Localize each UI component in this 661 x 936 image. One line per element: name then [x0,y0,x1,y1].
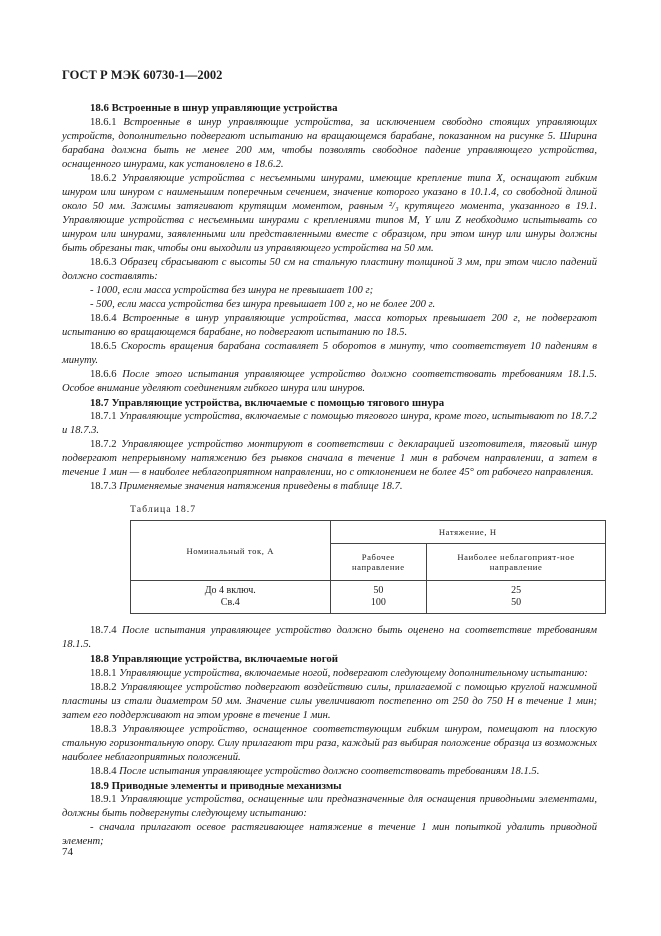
section-heading [62,652,597,667]
clause-number: 18.7.1 [90,411,117,422]
page-content [62,101,597,849]
paragraph [62,681,597,723]
clause-text: Управляющие устройства с несъемными шнурами, имеющие крепление типа X, оснащают гибким шнуром или шнуром с наименьшим поперечным сечением, значение которого указано в 10.1.4, со свободной длиной около 50 мм. Зажимы затягивают крутящим моментом, равным ²/₃ крутящего момента, указанного в 19.1. Управляющие устройства с несъемными шнурами с креплениями типов M, Y или Z необходимо испытывать со шнуром или шнурами, заявленными или представленными вместе с образцом, при этом шнур или шнуры должны быть обрезаны так, чтобы они выходили из управляющего устройства на 50 мм. [62,172,597,254]
clause-text: Управляющее устройство подвергают воздействию силы, прилагаемой с помощью круглой нажимной пластины из стали диаметром 50 мм. Значение силы увеличивают постепенно от 250 до 750 Н в течение 1 мин; затем его поддерживают на этом уровне в течение 1 мин. [62,681,597,721]
paragraph [62,116,597,172]
paragraph [62,667,597,681]
clause-text: Управляющие устройства, оснащенные или предназначенные для оснащения приводными элементами, должны быть подвергнуты следующему испытанию: [62,794,598,819]
clause-text: - 1000, если масса устройства без шнура не превышает 100 г; [90,284,374,296]
table-cell-value: 50 [373,585,384,596]
clause-text: Управляющее устройство, оснащенное соответствующим гибким шнуром, помещают на плоскую стальную горизонтальную опору. Силу прилагают три раза, каждый раз выбирая положение образца из возможных наиболее неблагоприятных положений. [62,723,597,763]
clause-number: 18.8.3 [90,723,117,735]
table-cell-value: 25 [511,585,522,596]
paragraph [62,284,597,298]
clause-number: 18.7 [90,396,109,409]
clause-number: 18.8 [90,653,109,665]
clause-number: 18.6.4 [90,312,117,324]
paragraph [62,821,597,849]
table-cell [131,581,331,614]
table-caption: Таблица 18.7 [130,504,197,515]
table-cell-value: До 4 включ. [204,585,256,596]
clause-text: Управляющие устройства, включаемые с помощью тягового шнура [111,396,445,409]
table-cell-value: 100 [370,597,386,608]
table-cell-value: Св.4 [220,597,240,608]
paragraph [62,723,597,765]
paragraph [62,172,597,256]
clause-number: 18.7.2 [90,439,117,450]
clause-text: Встроенные в шнур управляющие устройства, масса которых превышает 200 г, не подвергают испытанию во вращающемся барабане, но подвергают испытанию по 18.5. [62,312,597,338]
clause-text: Встроенные в шнур управляющие устройства [111,102,338,114]
clause-number: 18.6.2 [90,172,117,184]
clause-text: После испытания управляющее устройство должно быть оценено на соответствие требованиям 18.1.5. [62,625,597,650]
clause-number: 18.7.4 [90,625,117,636]
clause-text: Скорость вращения барабана составляет 5 оборотов в минуту, что соответствует 10 падениям в минуту. [62,340,597,366]
clause-text: Приводные элементы и приводные механизмы [111,779,342,792]
section-heading [62,396,597,411]
paragraph [62,480,597,494]
clause-number: 18.6.1 [90,116,117,128]
section-heading [62,101,597,116]
section-heading [62,779,597,794]
clause-number: 18.8.1 [90,667,117,679]
clause-number: 18.9 [90,779,109,792]
clause-text: Управляющее устройство монтируют в соответствии с декларацией изготовителя, тяговый шнур подвергают непрерывному натяжению без рывков сначала в течение 1 мин в рабочем направлении, а затем в течение 1 мин — в наиболее неблагоприятном направлении, но с отклонением не более 45° от рабочего направления. [62,439,597,478]
table-header-group: Натяжение, Н [330,521,606,544]
clause-text: Образец сбрасывают с высоты 50 см на стальную пластину толщиной 3 мм, при этом число падений должно составлять: [62,256,597,282]
clause-text: - сначала прилагают осевое растягивающее натяжение в течение 1 мин попыткой удалить приводной элемент; [62,822,597,847]
clause-number: 18.8.4 [90,765,117,777]
clause-text: Применяемые значения натяжения приведены в таблице 18.7. [119,481,403,492]
clause-number: 18.6.6 [90,368,117,380]
paragraph [62,410,597,438]
clause-text: Управляющие устройства, включаемые ногой [111,653,338,665]
paragraph [62,624,597,652]
clause-text: После этого испытания управляющее устройство должно соответствовать требованиям 18.1.5. Особое внимание уделяют соединениям гибкого шнура или шнуров. [62,368,598,394]
paragraph [62,340,597,368]
table-cell [330,581,427,614]
paragraph [62,368,597,396]
table-header-working: Рабочее направление [330,544,427,581]
clause-number: 18.6 [90,102,109,114]
clause-number: 18.6.3 [90,256,117,268]
table-header-current: Номинальный ток, А [131,521,331,581]
clause-number: 18.8.2 [90,681,117,693]
clause-text: - 500, если масса устройства без шнура превышает 100 г, но не более 200 г. [90,298,436,310]
paragraph [62,298,597,312]
paragraph [62,256,597,284]
clause-text: Встроенные в шнур управляющие устройства, за исключением свободно стоящих управляющих устройств, дополнительно подвергают испытанию на вращающемся барабане, показанном на рисунке 5. Ширина барабана должна быть не менее 200 мм, чтобы позволять свободное падение управляющего устройства, оснащенного шнурами, как установлено в 18.6.2. [62,116,597,170]
table-row [131,581,606,614]
paragraph [62,765,597,779]
page-number: 74 [62,846,73,858]
clause-number: 18.9.1 [90,794,117,805]
paragraph [62,312,597,340]
clause-number: 18.7.3 [90,481,117,492]
table-header-row [131,521,606,544]
table-header-adverse: Наиболее неблагоприят-ное направление [427,544,606,581]
clause-number: 18.6.5 [90,340,117,352]
paragraph [62,438,597,480]
tension-table [130,520,606,614]
clause-text: Управляющие устройства, включаемые ногой, подвергают следующему дополнительному испытанию: [119,667,588,679]
clause-text: После испытания управляющее устройство должно соответствовать требованиям 18.1.5. [119,765,540,777]
standard-header: ГОСТ Р МЭК 60730-1—2002 [62,68,223,82]
table-cell [427,581,606,614]
clause-text: Управляющие устройства, включаемые с помощью тягового шнура, кроме того, испытывают по 18.7.2 и 18.7.3. [62,411,597,436]
paragraph [62,793,597,821]
table-cell-value: 50 [511,597,522,608]
